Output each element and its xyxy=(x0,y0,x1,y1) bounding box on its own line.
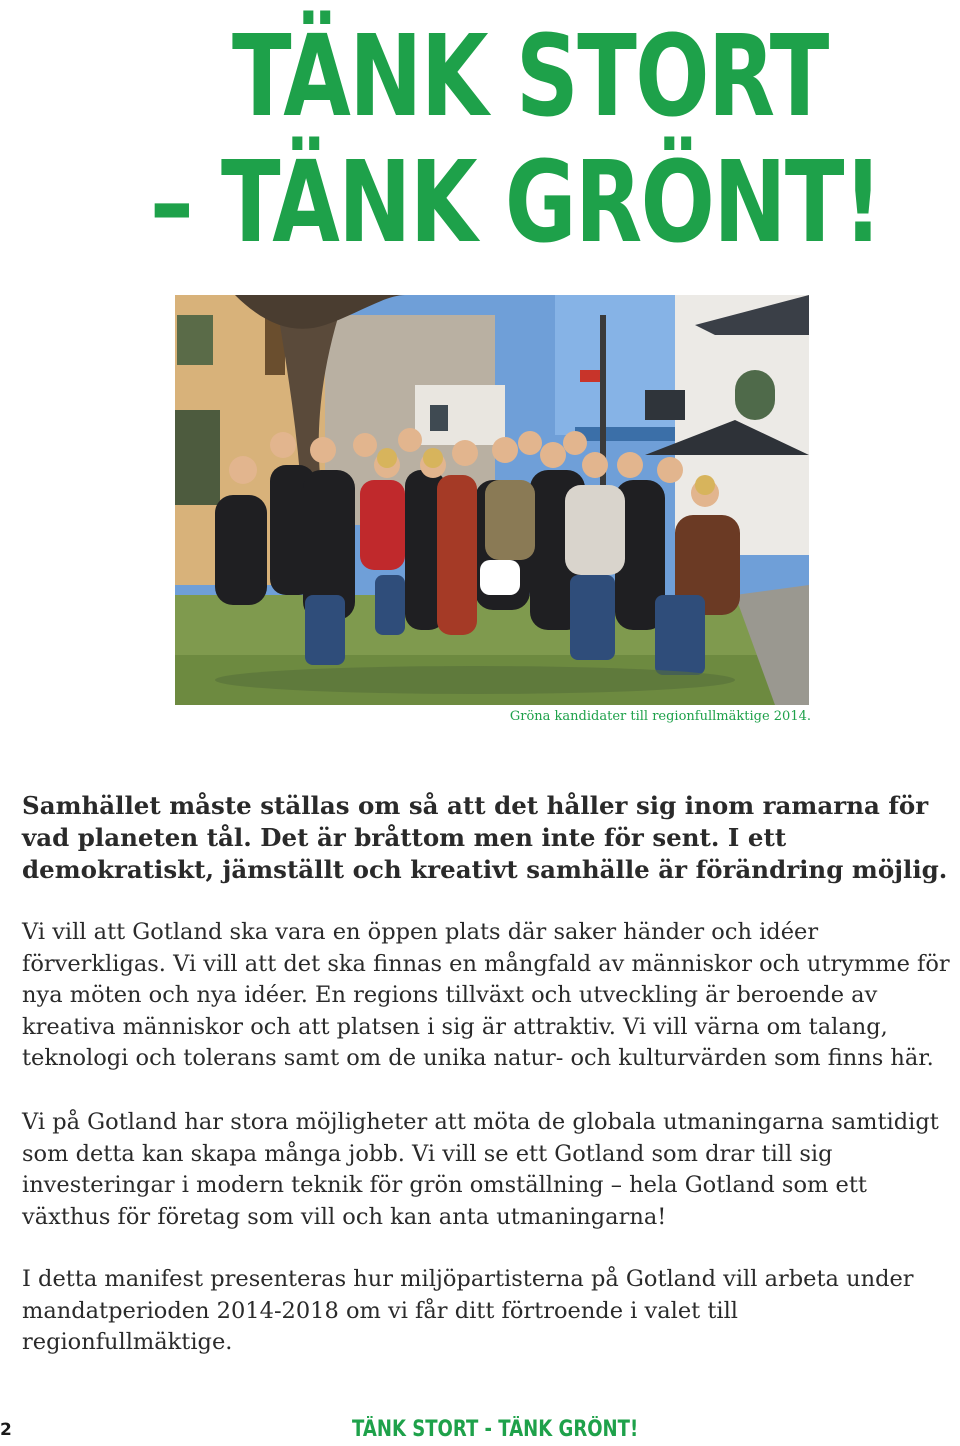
body-paragraph-1: Vi vill att Gotland ska vara en öppen plats där saker händer och idéer förverkligas. Vi vill att det ska finnas en mångfald av människor och utrymme för nya möten och nya idéer. En regions tillväxt och utveckling är beroende av kreativa människor och att platsen i sig är attraktiv. Vi vill värna om talang, teknologi och tolerans samt om de unika natur- och kulturvärden som finns här. xyxy=(22,919,950,1071)
headline-line-1: TÄNK STORT xyxy=(232,12,828,142)
footer-title: TÄNK STORT - TÄNK GRÖNT! xyxy=(352,1417,639,1442)
body-paragraph-2: Vi på Gotland har stora möjligheter att möta de globala utmaningarna samtidigt som detta kan skapa många jobb. Vi vill se ett Gotland som drar till sig investeringar i modern teknik för grön omställning – hela Gotland som ett växthus för företag som vill och kan anta utmaningarna! xyxy=(22,1109,939,1230)
photo-caption: Gröna kandidater till regionfullmäktige 2014. xyxy=(509,709,811,724)
group-photo xyxy=(175,295,809,705)
page-number: 2 xyxy=(0,1420,12,1440)
headline-line-2: – TÄNK GRÖNT! xyxy=(150,138,882,268)
body-paragraph-3: I detta manifest presenteras hur miljöpartisterna på Gotland vill arbeta under mandatperioden 2014-2018 om vi får ditt förtroende i valet till regionfullmäktige. xyxy=(22,1266,914,1355)
lead-paragraph: Samhället måste ställas om så att det håller sig inom ramarna för vad planeten tål. Det är bråttom men inte för sent. I ett demokratiskt, jämställt och kreativt samhälle är förändring möjlig. xyxy=(22,791,948,884)
